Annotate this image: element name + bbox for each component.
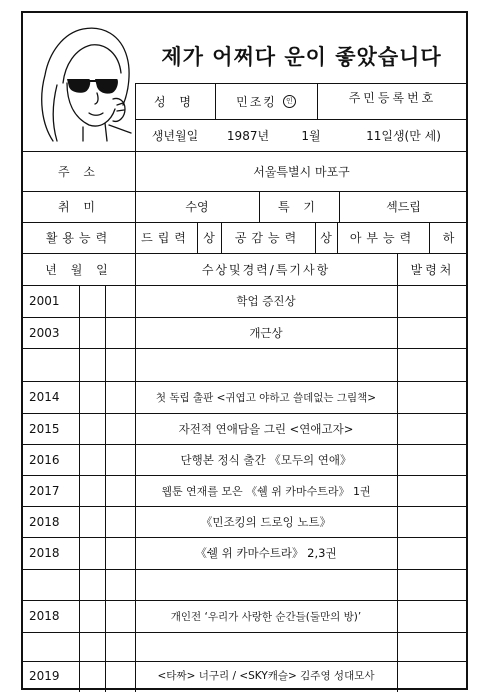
history-entry: 《쉘 위 카마수트라》 2,3권 — [195, 546, 337, 560]
history-entry: 첫 독립 출판 <귀엽고 야하고 쓸데없는 그림책> — [155, 391, 377, 404]
hobby-label: 취 미 — [58, 200, 100, 214]
birth-month: 1월 — [301, 128, 321, 143]
resident-number-label: 주민등록번호 — [348, 91, 437, 105]
rule — [79, 285, 80, 692]
history-entry — [135, 348, 397, 381]
name-label: 성 명 — [154, 94, 196, 109]
abilities-label: 활용능력 — [45, 231, 113, 245]
history-entry: 웹툰 연재를 모은 《쉘 위 카마수트라》 1권 — [161, 484, 371, 498]
history-entry: 학업 증진상 — [236, 294, 296, 308]
history-content-header: 수상및경력/특기사항 — [201, 262, 331, 277]
history-year — [23, 569, 79, 600]
history-year: 2018 — [29, 546, 60, 560]
history-year — [23, 632, 79, 661]
seal-mark: 인 — [283, 95, 296, 108]
history-year: 2016 — [29, 452, 60, 467]
history-entry: <타짜> 너구리 / <SKY캐슬> 김주영 성대모사 — [157, 670, 375, 682]
portrait-illustration — [23, 13, 135, 149]
history-year: 2003 — [29, 325, 60, 340]
history-entry: 자전적 연애담을 그린 <연애고자> — [178, 421, 354, 436]
history-entry: 개근상 — [249, 325, 283, 340]
history-entry — [135, 569, 397, 600]
birth-day: 11일생(만 세) — [366, 128, 441, 143]
address-value: 서울특별시 마포구 — [253, 164, 350, 179]
rule — [397, 253, 398, 692]
ability-level: 하 — [442, 231, 455, 245]
history-year: 2019 — [29, 668, 60, 683]
history-year — [23, 348, 79, 381]
history-entry: 개인전 ‘우리가 사랑한 순간들(둘만의 방)’ — [170, 610, 362, 623]
ability-name: 아부능력 — [349, 231, 417, 245]
skill-label: 특 기 — [278, 200, 320, 214]
ability-level: 상 — [203, 231, 215, 245]
ability-level: 상 — [320, 231, 332, 245]
hobby-value: 수영 — [185, 200, 209, 214]
history-year: 2018 — [29, 609, 60, 623]
name-value — [215, 83, 317, 119]
address-label: 주 소 — [58, 164, 100, 179]
rule — [105, 285, 106, 692]
resume-form — [21, 11, 468, 690]
ability-name: 공감능력 — [234, 231, 302, 245]
name-text: 민조킹 — [236, 94, 277, 109]
birth-year: 1987년 — [226, 128, 270, 143]
history-entry: 단행본 정식 출간 《모두의 연애》 — [180, 452, 352, 467]
skill-value: 섹드립 — [386, 200, 421, 214]
history-entry — [135, 632, 397, 661]
history-year: 2014 — [29, 390, 60, 404]
history-year: 2018 — [29, 514, 60, 529]
history-date-header: 년 월 일 — [45, 262, 113, 277]
page-title: 제가 어쩌다 운이 좋았습니다 — [161, 45, 442, 69]
ability-name: 드립력 — [141, 231, 191, 245]
history-year: 2015 — [29, 421, 60, 436]
birth-label: 생년월일 — [151, 128, 199, 143]
history-year: 2001 — [29, 294, 60, 308]
history-year: 2017 — [29, 483, 60, 498]
history-entry: 《민조킹의 드로잉 노트》 — [200, 514, 332, 529]
history-issuer-header: 발령처 — [410, 262, 455, 277]
